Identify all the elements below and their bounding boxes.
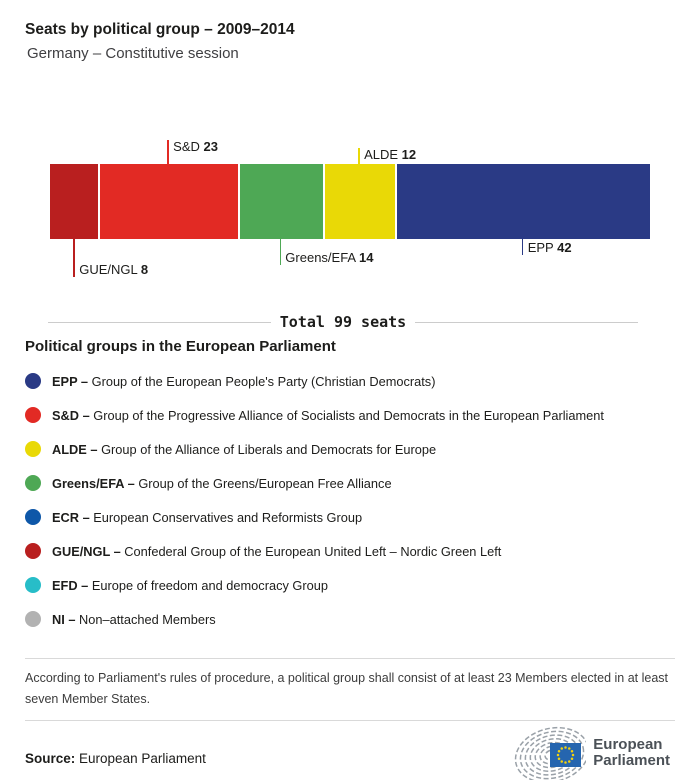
legend-item-text	[52, 476, 392, 491]
callout-label-gue-ngl: GUE/NGL 8	[79, 262, 149, 277]
footnote-block	[25, 658, 675, 721]
legend-row	[25, 568, 680, 602]
legend-item-description: Group of the Alliance of Liberals and Democrats for Europe	[101, 441, 437, 457]
legend-item-name: ALDE –	[52, 441, 102, 457]
legend-item-name: NI –	[52, 611, 80, 627]
legend-dot-icon	[25, 407, 41, 423]
bar-segment-alde	[323, 164, 396, 239]
legend-row	[25, 432, 680, 466]
legend-item-description: Group of the European People's Party (Christian Democrats)	[91, 373, 436, 389]
legend-item-name: EPP –	[52, 373, 92, 389]
callout-label-alde: ALDE 12	[364, 147, 417, 162]
legend-item-text	[52, 374, 435, 389]
footnote-text: According to Parliament's rules of procedure, a political group shall consist of at least 23 Members elected in at least seven Member States.	[25, 671, 668, 706]
legend-item-text	[52, 544, 501, 559]
bar-segment-gue-ngl	[50, 164, 98, 239]
legend-dot-icon	[25, 577, 41, 593]
page-title: Seats by political group – 2009–2014	[25, 21, 295, 38]
total-seats-label: Total 99 seats	[279, 313, 407, 331]
legend-heading: Political groups in the European Parliament	[25, 338, 336, 355]
legend-item-text	[52, 578, 328, 593]
source-value: European Parliament	[79, 751, 206, 766]
legend-item-text	[52, 612, 216, 627]
legend-item-text	[52, 442, 436, 457]
legend-row	[25, 602, 680, 636]
legend-list	[25, 364, 680, 636]
page-subtitle: Germany – Constitutive session	[27, 45, 239, 62]
legend-dot-icon	[25, 441, 41, 457]
legend-item-name: GUE/NGL –	[52, 543, 125, 559]
callout-tick-gue-ngl	[73, 239, 75, 277]
legend-row	[25, 398, 680, 432]
legend-dot-icon	[25, 543, 41, 559]
bar-segment-epp	[395, 164, 650, 239]
legend-item-description: Europe of freedom and democracy Group	[91, 577, 328, 593]
legend-dot-icon	[25, 373, 41, 389]
callout-tick-s-d	[167, 140, 169, 164]
legend-row	[25, 466, 680, 500]
seats-stacked-bar-chart	[0, 135, 700, 295]
seats-bar	[50, 164, 650, 239]
legend-item-name: EFD –	[52, 577, 92, 593]
legend-item-name: S&D –	[52, 407, 94, 423]
legend-item-name: Greens/EFA –	[52, 475, 139, 491]
source-label: Source:	[25, 751, 76, 766]
legend-row	[25, 534, 680, 568]
legend-item-description: Non–attached Members	[79, 611, 216, 627]
legend-item-description: Group of the Greens/European Free Alliance	[138, 475, 392, 491]
source-line	[25, 751, 206, 766]
legend-item-name: ECR –	[52, 509, 94, 525]
bar-segment-s-d	[98, 164, 237, 239]
legend-item-description: Confederal Group of the European United Left – Nordic Green Left	[124, 543, 502, 559]
divider-line-left	[48, 322, 271, 323]
ep-logo-line2: Parliament	[593, 752, 670, 769]
legend-row	[25, 364, 680, 398]
legend-item-text	[52, 510, 362, 525]
callout-label-greens-efa: Greens/EFA 14	[285, 250, 374, 265]
callout-tick-greens-efa	[280, 239, 282, 265]
bar-segment-greens-efa	[238, 164, 323, 239]
legend-item-text	[52, 408, 604, 423]
legend-dot-icon	[25, 475, 41, 491]
legend-item-description: European Conservatives and Reformists Group	[93, 509, 363, 525]
ep-hemicycle-icon	[514, 726, 586, 780]
legend-row	[25, 500, 680, 534]
callout-label-epp: EPP 42	[527, 240, 572, 255]
total-seats-row	[48, 312, 638, 332]
callout-label-s-d: S&D 23	[173, 139, 218, 154]
ep-logo	[514, 726, 670, 780]
callout-tick-alde	[358, 148, 360, 164]
callout-tick-epp	[522, 239, 524, 255]
legend-item-description: Group of the Progressive Alliance of Socialists and Democrats in the European Parliament	[93, 407, 604, 423]
legend-dot-icon	[25, 611, 41, 627]
legend-dot-icon	[25, 509, 41, 525]
ep-logo-text	[593, 737, 670, 769]
ep-logo-line1: European	[593, 736, 663, 753]
divider-line-right	[415, 322, 638, 323]
